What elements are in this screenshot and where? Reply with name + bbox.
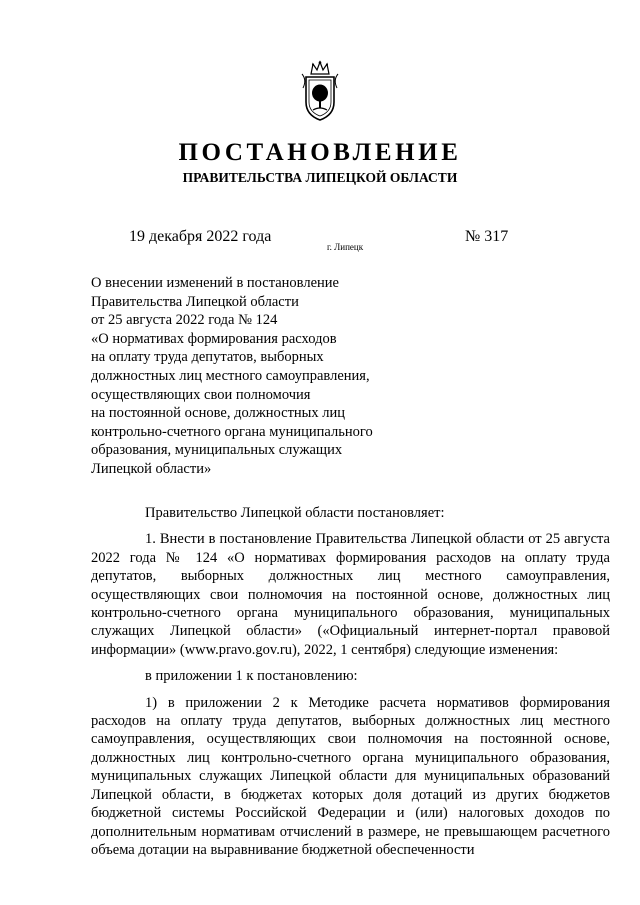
body-paragraph: 1. Внести в постановление Правительства Липецкой области от 25 августа 2022 года № 124 «О нормативах формирования расходов на оплату труда депутатов, выборных должностных лиц местного самоуправления, осуществляющих свои полномочия на постоянной основе, должностных лиц контрольно-счетного органа муниципального образования, муниципальных служащих Липецкой области» («Официальный интернет-портал правовой информации» (www.pravo.gov.ru), 2022, 1 сентября) следующие изменения: <box>91 531 610 658</box>
subject-line: от 25 августа 2022 года № 124 <box>91 312 278 329</box>
body-paragraph: в приложении 1 к постановлению: <box>145 668 358 685</box>
document-body <box>91 504 610 859</box>
subject-line: осуществляющих свои полномочия <box>91 386 311 403</box>
subject-line: должностных лиц местного самоуправления, <box>91 367 370 384</box>
subject-line: контрольно-счетного органа муниципального <box>91 423 373 440</box>
document-title: ПОСТАНОВЛЕНИЕ <box>178 139 462 166</box>
document-number: № 317 <box>465 228 509 245</box>
subject-line: на оплату труда депутатов, выборных <box>91 349 324 366</box>
body-paragraph: Правительство Липецкой области постановляет: <box>145 505 445 521</box>
document-subject <box>91 274 411 479</box>
subject-line: на постоянной основе, должностных лиц <box>91 405 346 422</box>
issuing-authority: ПРАВИТЕЛЬСТВА ЛИПЕЦКОЙ ОБЛАСТИ <box>182 170 458 185</box>
subject-line: О внесении изменений в постановление <box>91 275 339 291</box>
body-paragraph: 1) в приложении 2 к Методике расчета нормативов формирования расходов на оплату труда депутатов, выборных должностных лиц местного самоуправления, осуществляющих свои полномочия на постоянной основе, должностных лиц контрольно-счетного органа муниципального образования, муниципальных служащих Липецкой области для муниципальных образований Липецкой области, в бюджетах которых доля дотаций из других бюджетов бюджетной системы Российской Федерации и (или) налоговых доходов по дополнительным нормативам отчислений в размере, не превышающем расчетного объема дотации на выравнивание бюджетной обеспеченности <box>91 694 610 858</box>
coat-of-arms-icon <box>299 60 341 122</box>
subject-line: «О нормативах формирования расходов <box>91 330 337 347</box>
subject-line: образования, муниципальных служащих <box>91 442 343 459</box>
subject-line: Липецкой области» <box>91 460 212 477</box>
document-city: г. Липецк <box>327 242 364 252</box>
document-date: 19 декабря 2022 года <box>129 228 272 245</box>
subject-line: Правительства Липецкой области <box>91 293 299 310</box>
